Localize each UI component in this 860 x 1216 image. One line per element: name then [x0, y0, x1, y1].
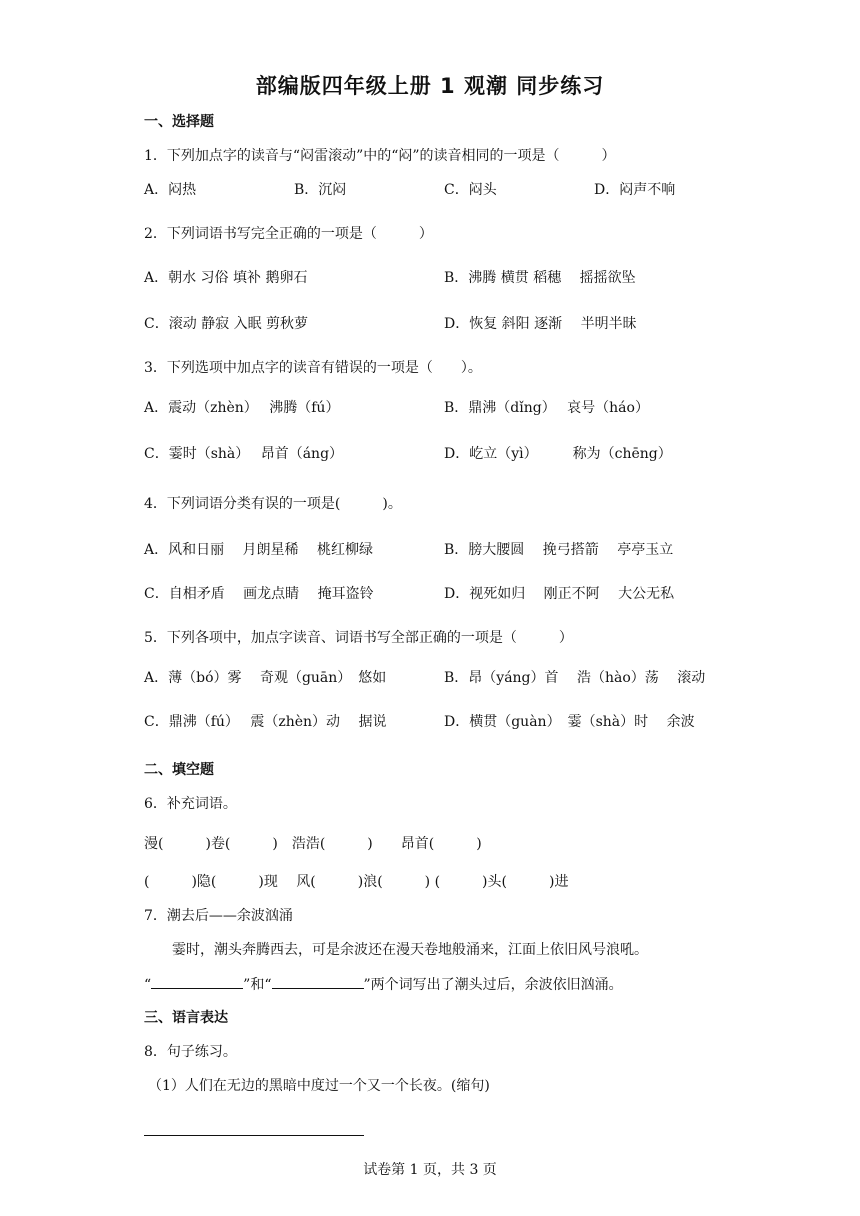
prompt-tail: ”两个词写出了潮头过后，余波依旧汹涌。: [363, 977, 623, 993]
question-5-option-b: B．昂（yáng）首 浩（hào）荡 滚动: [444, 670, 706, 686]
question-2-option-c: C．滚动 静寂 入眠 剪秋萝: [144, 316, 309, 332]
question-2-option-d: D．恢复 斜阳 逐渐 半明半昧: [444, 316, 637, 332]
question-1-option-b: B．沉闷: [294, 182, 347, 198]
question-6-line-2[interactable]: ( )隐( )现 风( )浪( ) ( )头( )进: [144, 874, 569, 890]
question-5-option-a: A．薄（bó）雾 奇观（guān） 悠如: [144, 670, 387, 686]
question-3-option-b: B．鼎沸（dǐng） 哀号（háo）: [444, 400, 649, 416]
question-2-option-a: A．朝水 习俗 填补 鹅卵石: [144, 270, 308, 286]
question-4-option-b: B．膀大腰圆 挽弓搭箭 亭亭玉立: [444, 542, 674, 558]
question-7-passage: 霎时，潮头奔腾西去，可是余波还在漫天卷地般涌来，江面上依旧风号浪吼。: [172, 942, 648, 958]
page-footer: 试卷第 1 页，共 3 页: [363, 1162, 497, 1178]
question-7-stem: 7．潮去后——余波汹涌: [144, 908, 293, 924]
question-6-stem: 6．补充词语。: [144, 796, 237, 812]
section-heading-choice: 一、选择题: [144, 114, 214, 130]
question-1-stem: 1．下列加点字的读音与“闷雷滚动”中的“闷”的读音相同的一项是（ ）: [144, 148, 616, 164]
question-4-option-c: C．自相矛盾 画龙点睛 掩耳盗铃: [144, 586, 374, 602]
question-5-option-c: C．鼎沸（fú） 震（zhèn）动 据说: [144, 714, 387, 730]
question-6-line-1[interactable]: 漫( )卷( ) 浩浩( ) 昂首( ): [144, 836, 482, 852]
question-8-sub-1: （1）人们在无边的黑暗中度过一个又一个长夜。(缩句): [148, 1078, 490, 1094]
section-heading-expression: 三、语言表达: [144, 1010, 228, 1026]
question-4-option-d: D．视死如归 刚正不阿 大公无私: [444, 586, 675, 602]
question-3-option-d: D．屹立（yì） 称为（chēng）: [444, 446, 672, 462]
question-5-stem: 5．下列各项中，加点字读音、词语书写全部正确的一项是（ ）: [144, 630, 573, 646]
quote-open: “: [144, 977, 152, 993]
question-3-option-a: A．震动（zhèn） 沸腾（fú）: [144, 400, 340, 416]
answer-blank-2[interactable]: [272, 974, 364, 989]
question-4-stem: 4．下列词语分类有误的一项是( )。: [144, 496, 402, 512]
answer-line[interactable]: [144, 1122, 364, 1142]
question-4-option-a: A．风和日丽 月朗星稀 桃红柳绿: [144, 542, 374, 558]
question-3-stem: 3．下列选项中加点字的读音有错误的一项是（ ）。: [144, 360, 482, 376]
question-2-stem: 2．下列词语书写完全正确的一项是（ ）: [144, 226, 433, 242]
question-1-option-c: C．闷头: [444, 182, 497, 198]
question-2-option-b: B．沸腾 横贯 稻穗 摇摇欲坠: [444, 270, 636, 286]
question-5-option-d: D．横贯（guàn） 霎（shà）时 余波: [444, 714, 695, 730]
question-7-prompt: [144, 974, 623, 995]
question-3-option-c: C．霎时（shà） 昂首（áng）: [144, 446, 344, 462]
answer-blank-1[interactable]: [151, 974, 243, 989]
question-8-stem: 8．句子练习。: [144, 1044, 237, 1060]
question-1-option-a: A．闷热: [144, 182, 197, 198]
section-heading-fill: 二、填空题: [144, 762, 214, 778]
question-1-option-d: D．闷声不响: [594, 182, 676, 198]
quote-middle: ”和“: [243, 977, 272, 993]
page-title: 部编版四年级上册 1 观潮 同步练习: [255, 74, 605, 98]
